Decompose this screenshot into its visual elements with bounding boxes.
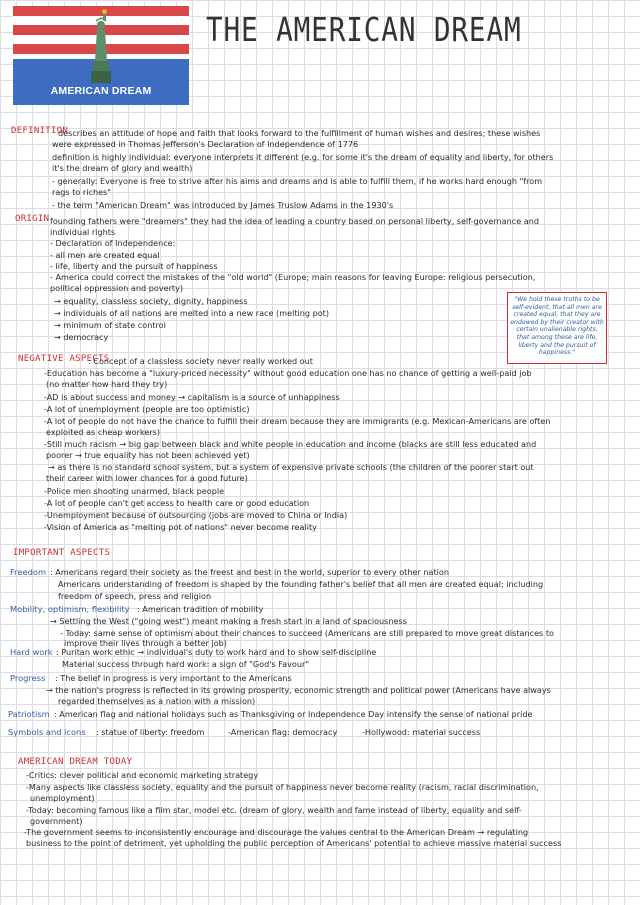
origin-line: → individuals of all nations are melted into a new race (melting pot)	[54, 308, 330, 318]
origin-line: founding fathers were "dreamers" they had the idea of leading a country based on personal liberty, self-governance and	[50, 216, 539, 226]
negative-aspects-heading: NEGATIVE ASPECTS	[18, 354, 110, 364]
definition-line: describes an attitude of hope and faith that looks forward to the fulfillment of human wishes and desires; these wishes	[58, 128, 541, 138]
today-line: -Many aspects like classless society, equality and the pursuit of happiness never become reality (racism, racial discrimination,	[26, 782, 539, 792]
symbols-item: : statue of liberty: freedom	[96, 727, 205, 737]
hardwork-line: : Puritan work ethic → individual's duty to work hard and to show self-discipline	[56, 647, 377, 657]
origin-line: - all men are created equal	[50, 250, 160, 260]
page-title: THE AMERICAN DREAM	[206, 10, 522, 49]
mobility-line: - Today: same sense of optimism about their chances to succeed (Americans are still prepared to move great distances to	[60, 628, 554, 638]
negative-line: exploited as cheap workers)	[46, 427, 161, 437]
negative-line: poorer → true equality has not been achieved yet)	[46, 450, 250, 460]
negative-line: -Unemployment because of outsourcing (jobs are moved to China or India)	[44, 510, 348, 520]
important-aspects-heading: IMPORTANT ASPECTS	[13, 548, 111, 558]
definition-line: definition is highly individual: everyone interprets it different (e.g. for some it's the dream of equality and liberty, for others	[52, 152, 554, 162]
today-line: business to the point of detriment, yet upholding the public perception of Americans' potential to achieve massive material success	[26, 838, 562, 848]
negative-line: (no matter how hard they try)	[46, 379, 168, 389]
today-line: government)	[30, 816, 83, 826]
label-hard-work: Hard work	[10, 647, 53, 657]
definition-heading: DEFINITION	[11, 126, 69, 136]
label-freedom: Freedom	[10, 567, 47, 577]
negative-line: -Still much racism → big gap between black and white people in education and income (blacks are still less educated and	[44, 439, 537, 449]
origin-line: - life, liberty and the pursuit of happiness	[50, 261, 218, 271]
origin-line: political oppression and poverty)	[50, 283, 184, 293]
negative-line: -A lot of people do not have the chance to fulfill their dream because they are immigrants (e.g. Mexican-Americans are often	[44, 416, 551, 426]
mobility-line: : American tradition of mobility	[137, 604, 264, 614]
symbols-item: -American flag: democracy	[228, 727, 338, 737]
negative-line: -Police men shooting unarmed, black people	[44, 486, 225, 496]
origin-line: → democracy	[54, 332, 109, 342]
progress-line: regarded themselves as a nation with a mission)	[58, 696, 256, 706]
definition-line: - the term "American Dream" was introduced by James Truslow Adams in the 1930's	[52, 200, 394, 210]
negative-line: their career with lower chances for a good future)	[46, 473, 248, 483]
origin-line: → equality, classless society, dignity, happiness	[54, 296, 248, 306]
freedom-line: freedom of speech, press and religion	[58, 591, 212, 601]
negative-line: -A lot of people can't get access to health care or good education	[44, 498, 310, 508]
progress-line: → the nation's progress is reflected in its growing prosperity, economic strength and political power (Americans have always	[46, 685, 551, 695]
statue-of-liberty-icon	[89, 9, 117, 83]
banner	[13, 6, 189, 105]
origin-line: → minimum of state control	[54, 320, 166, 330]
today-line: -The government seems to inconsistently encourage and discourage the values central to the American Dream → regulating	[24, 827, 529, 837]
declaration-quote-box: "We hold these truths to be self-evident, that all men are created equal, that they are endowed by their creator with certain unalienable rights, that among these are life, liberty and the pursuit of happiness."	[507, 292, 607, 364]
negative-line: -Vision of America as "melting pot of nations" never become reality	[44, 522, 317, 532]
today-line: -Critics: clever political and economic marketing strategy	[26, 770, 259, 780]
symbols-item: -Hollywood: material success	[362, 727, 481, 737]
definition-line: were expressed in Thomas Jefferson's Declaration of Independence of 1776	[52, 139, 359, 149]
definition-line: - generally: Everyone is free to strive after his aims and dreams and is able to fulfill them, if he works hard enough "from	[52, 176, 543, 186]
label-progress: Progress	[10, 673, 46, 683]
mobility-line: improve their lives through a better job)	[64, 638, 227, 648]
label-patriotism: Patriotism	[8, 709, 50, 719]
banner-label: AMERICAN DREAM	[50, 85, 152, 97]
freedom-line: Americans understanding of freedom is shaped by the founding father's belief that all men are created equal; including	[58, 579, 544, 589]
definition-line: it's the dream of glory and wealth)	[52, 163, 193, 173]
label-mobility: Mobility, optimism, flexibility	[10, 604, 130, 614]
negative-line: -A lot of unemployment (people are too optimistic)	[44, 404, 250, 414]
origin-heading: ORIGIN	[15, 214, 50, 224]
definition-line: rags to riches"	[52, 187, 111, 197]
patriotism-line: : American flag and national holidays such as Thanksgiving or Independence Day intensify the sense of national pride	[54, 709, 533, 719]
mobility-line: → Settling the West ("going west") meant making a fresh start in a land of spaciousness	[50, 616, 407, 626]
today-line: -Today: becoming famous like a film star, model etc. (dream of glory, wealth and fame instead of liberty, equality and self-	[26, 805, 522, 815]
label-symbols: Symbols and icons	[8, 727, 86, 737]
progress-line: : The belief in progress is very important to the Americans	[55, 673, 292, 683]
today-heading: AMERICAN DREAM TODAY	[18, 757, 133, 767]
origin-line: - America could correct the mistakes of the "old world" (Europe; main reasons for leaving Europe: religious persecution,	[50, 272, 536, 282]
negative-line: -Education has become a "luxury-priced necessity" without good education one has no chance of getting a well-paid job	[44, 368, 532, 378]
origin-line: - Declaration of Independence:	[50, 238, 176, 248]
negative-line: -AD is about success and money → capitalism is a source of unhappiness	[44, 392, 340, 402]
negative-intro: : Concept of a classless society never really worked out	[88, 356, 313, 366]
freedom-line: : Americans regard their society as the freest and best in the world, superior to every other nation	[50, 567, 449, 577]
origin-line: individual rights	[50, 227, 116, 237]
hardwork-line: Material success through hard work: a sign of "God's Favour"	[62, 659, 310, 669]
today-line: unemployment)	[30, 793, 95, 803]
negative-line: → as there is no standard school system, but a system of expensive private schools (the children of the poorer start out	[48, 462, 534, 472]
